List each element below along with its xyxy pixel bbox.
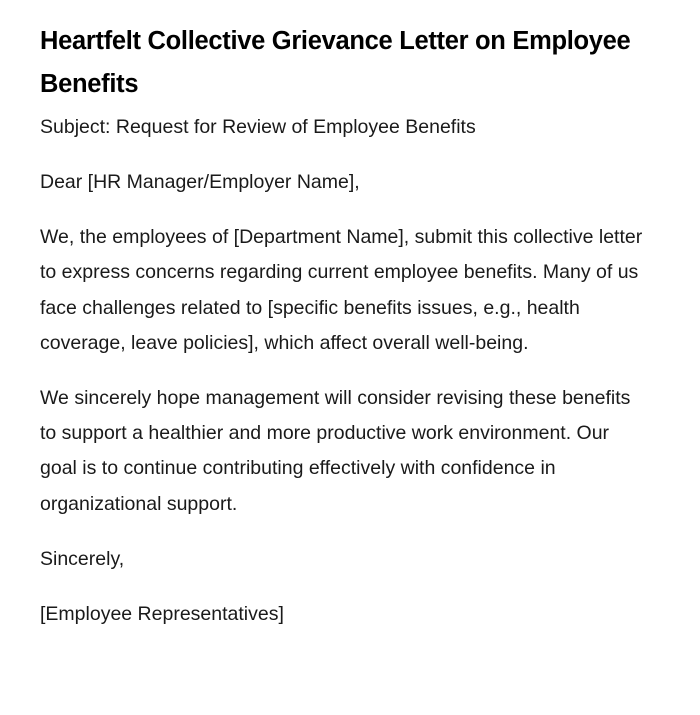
- letter-document: [40, 20, 650, 632]
- letter-body-paragraph: We, the employees of [Department Name], submit this collective letter to express concerns regarding current employee benefits. Many of us face challenges related to [specific benefits issues, e.g., health coverage, leave policies], which affect overall well-being.: [40, 226, 643, 354]
- letter-signature: [Employee Representatives]: [40, 603, 284, 626]
- letter-salutation: Dear [HR Manager/Employer Name],: [40, 171, 360, 193]
- letter-body-paragraph: We sincerely hope management will consider revising these benefits to support a healthier and more productive work environment. Our goal is to continue contributing effectively with confidence in organizational support.: [40, 387, 631, 515]
- letter-title: Heartfelt Collective Grievance Letter on Employee Benefits: [40, 27, 631, 98]
- letter-closing: Sincerely,: [40, 547, 125, 570]
- letter-subject: Subject: Request for Review of Employee Benefits: [40, 116, 476, 138]
